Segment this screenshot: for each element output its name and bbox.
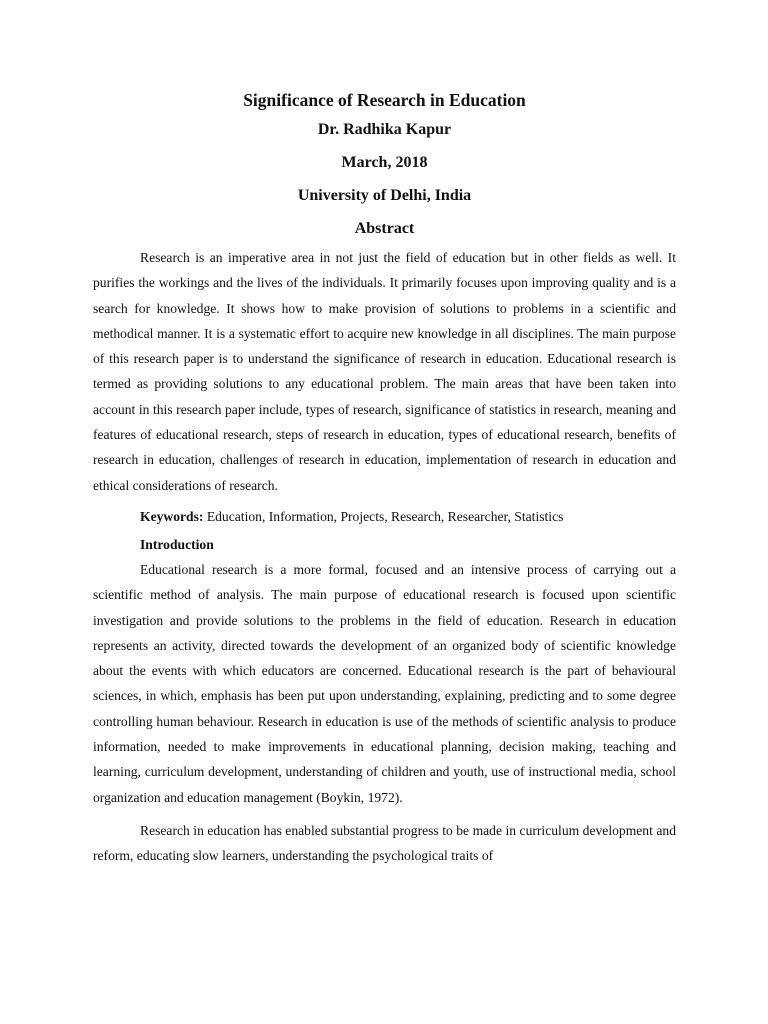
keywords-label: Keywords: [140, 508, 204, 524]
publication-date: March, 2018 [341, 154, 428, 171]
keywords-list: Education, Information, Projects, Research, Researcher, Statistics [203, 508, 564, 524]
abstract-heading: Abstract [354, 220, 415, 237]
keywords-line [93, 504, 676, 529]
introduction-paragraph-1: Educational research is a more formal, focused and an intensive process of carrying out a scientific method of analysis. The main purpose of educational research is focused upon scientific investigation and provide solutions to the problems in the field of education. Research in education represents an activity, directed towards the development of an organized body of scientific knowledge about the events with which educators are concerned. Educational research is the part of behavioural sciences, in which, emphasis has been put upon understanding, explaining, predicting and to some degree controlling human behaviour. Research in education is use of the methods of scientific analysis to produce information, needed to make improvements in educational planning, decision making, teaching and learning, curriculum development, understanding of children and youth, use of instructional media, school organization and education management (Boykin, 1972). [93, 561, 676, 805]
author-name: Dr. Radhika Kapur [317, 121, 452, 138]
introduction-heading: Introduction [140, 536, 214, 552]
introduction-paragraph-2: Research in education has enabled substantial progress to be made in curriculum development and reform, educating slow learners, understanding the psychological traits of [93, 822, 676, 864]
paper-title: Significance of Research in Education [243, 90, 526, 110]
author-affiliation: University of Delhi, India [297, 187, 472, 204]
abstract-paragraph: Research is an imperative area in not just the field of education but in other fields as well. It purifies the workings and the lives of the individuals. It primarily focuses upon improving quality and is a search for knowledge. It shows how to make provision of solutions to problems in a scientific and methodical manner. It is a systematic effort to acquire new knowledge in all disciplines. The main purpose of this research paper is to understand the significance of research in education. Educational research is termed as providing solutions to any educational problem. The main areas that have been taken into account in this research paper include, types of research, significance of statistics in research, meaning and features of educational research, steps of research in education, types of educational research, benefits of research in education, challenges of research in education, implementation of research in education and ethical considerations of research. [93, 250, 676, 493]
